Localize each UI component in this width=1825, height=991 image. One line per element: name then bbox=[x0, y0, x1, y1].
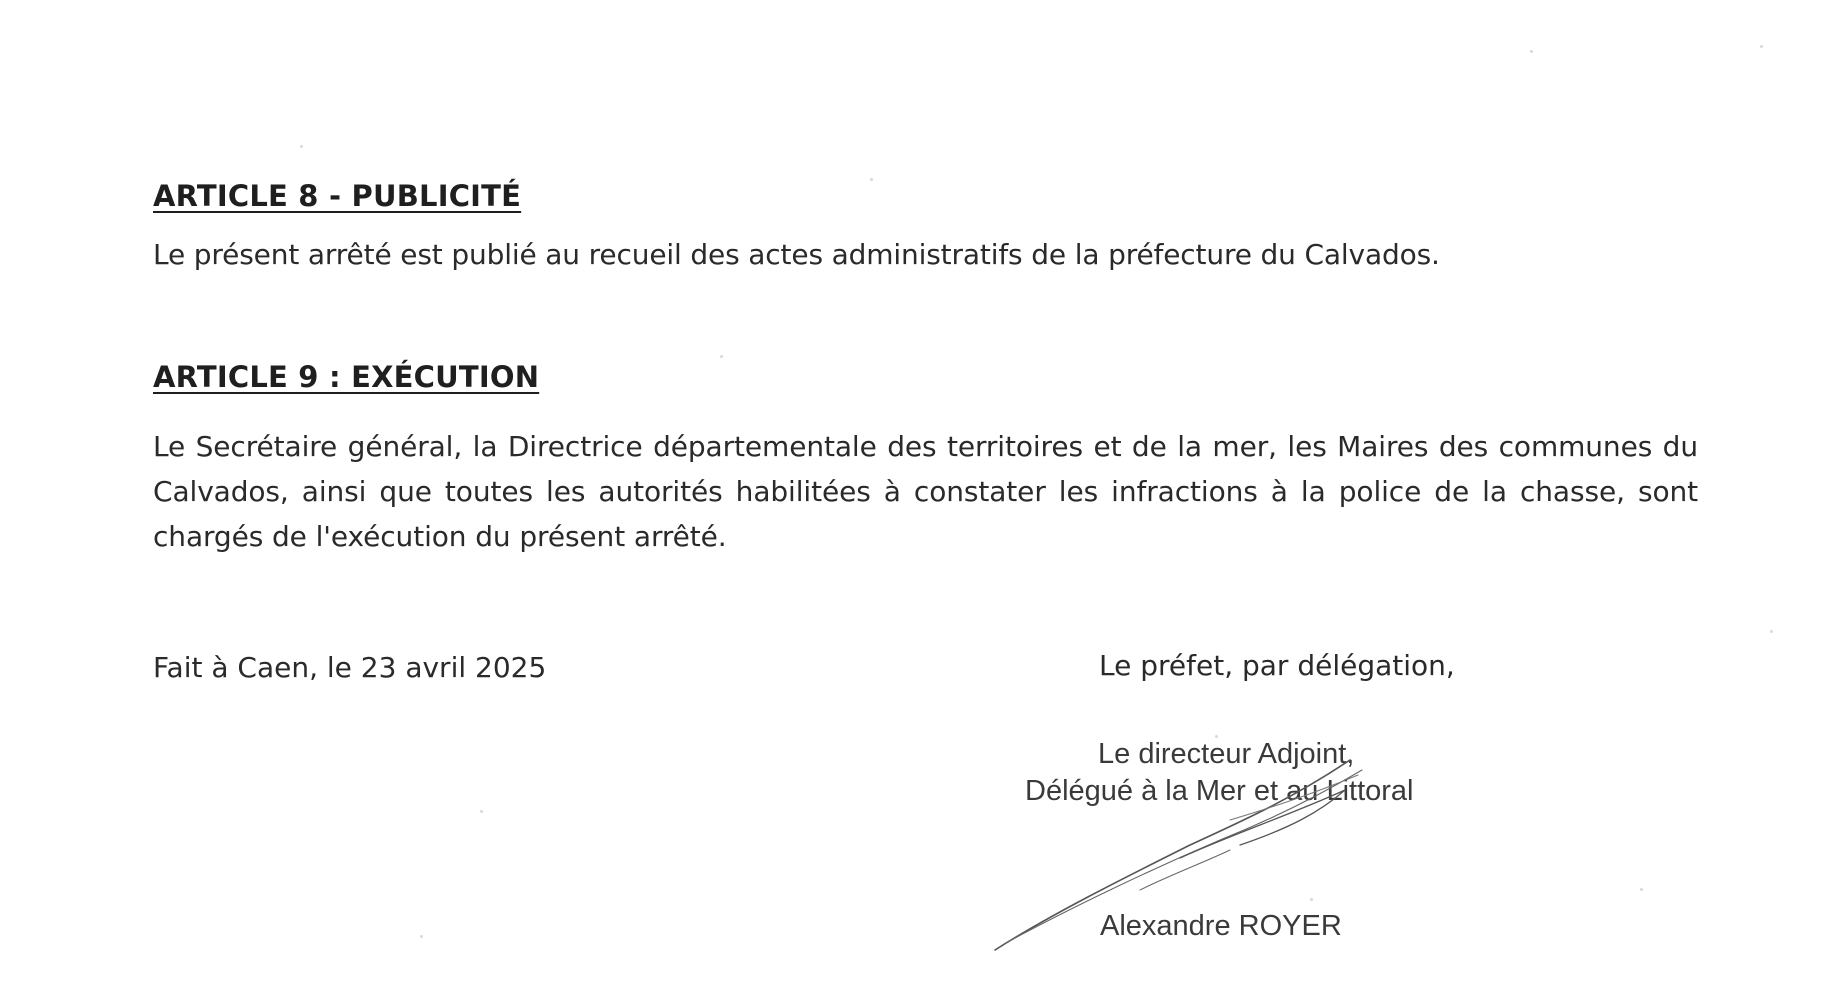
handwritten-signature bbox=[990, 740, 1390, 960]
paper-speck bbox=[720, 355, 723, 358]
paper-speck bbox=[870, 178, 873, 181]
signatory-name: Alexandre ROYER bbox=[1100, 910, 1342, 942]
paper-speck bbox=[1215, 735, 1218, 738]
place-date: Fait à Caen, le 23 avril 2025 bbox=[153, 651, 547, 684]
article-9-text: Le Secrétaire général, la Directrice départementale des territoires et de la mer, les Maires des communes du Calvados, ainsi que toutes les autorités habilitées à constater les infractions à la police de la chasse, sont chargés de l'exécution du présent arrêté. bbox=[153, 430, 1698, 553]
paper-speck bbox=[480, 810, 483, 813]
prefect-delegation: Le préfet, par délégation, bbox=[1099, 649, 1455, 682]
paper-speck bbox=[1310, 898, 1313, 901]
article-8-text: Le présent arrêté est publié au recueil des actes administratifs de la préfecture du Calvados. bbox=[153, 238, 1440, 271]
paper-speck bbox=[1760, 45, 1763, 48]
paper-speck bbox=[1530, 50, 1533, 53]
signatory-title-line2: Délégué à la Mer et au Littoral bbox=[1025, 775, 1414, 807]
paper-speck bbox=[1770, 630, 1773, 633]
paper-speck bbox=[1640, 888, 1643, 891]
article-8-heading: ARTICLE 8 - PUBLICITÉ bbox=[153, 179, 522, 213]
article-9-heading: ARTICLE 9 : EXÉCUTION bbox=[153, 360, 540, 394]
paper-speck bbox=[420, 935, 423, 938]
signatory-title-line1: Le directeur Adjoint, bbox=[1098, 738, 1355, 770]
paper-speck bbox=[300, 145, 303, 148]
